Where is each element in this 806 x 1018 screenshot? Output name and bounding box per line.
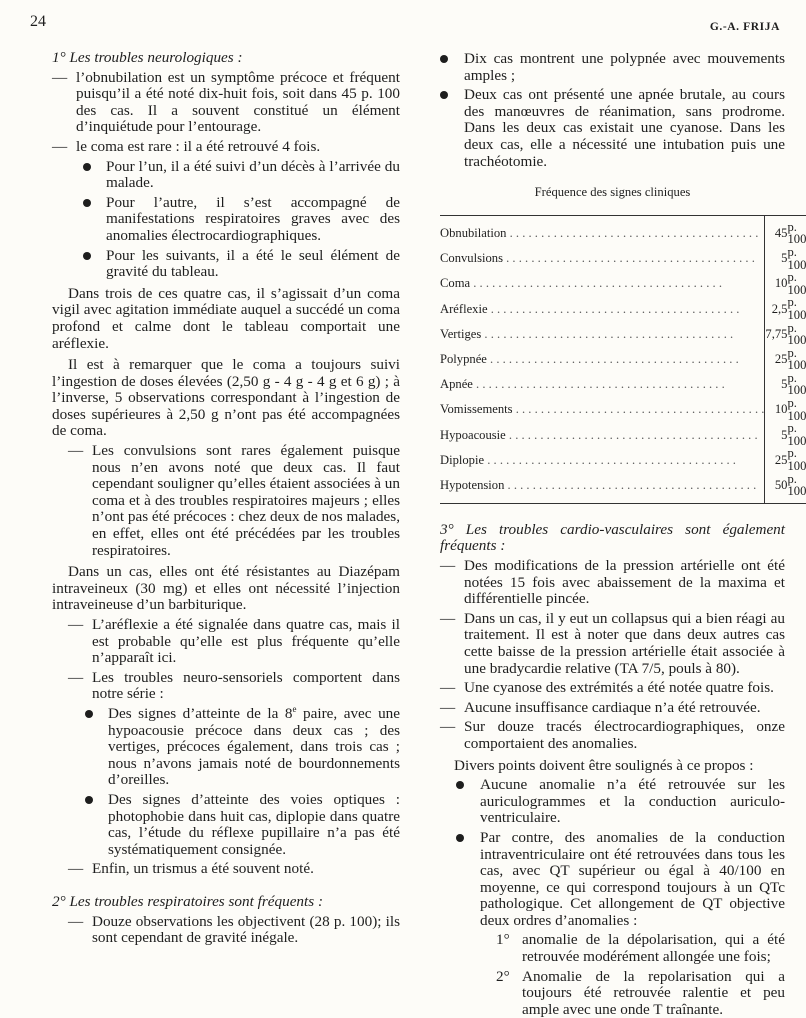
dot-leader: . . . . . . . . . . . . . . . . . . . . . . . . . . . . . . . . . . . . . . . . bbox=[512, 402, 765, 417]
dash-item bbox=[68, 914, 400, 947]
left-column bbox=[52, 50, 400, 947]
paragraph: Dans un cas, elles ont été résistantes au Diazépam intraveineux (30 mg) et elles ont nécessité l’injection intraveineuse d’un barbiturique. bbox=[52, 563, 400, 614]
ordinal-item bbox=[496, 932, 785, 965]
sign-label: Obnubilation bbox=[440, 226, 507, 241]
unit-cell: p. 100 bbox=[787, 270, 806, 297]
table-caption: Fréquence des signes cliniques bbox=[534, 185, 691, 200]
dash-text: Une cyanose des extrémités a été notée quatre fois. bbox=[464, 679, 774, 697]
bullet-item bbox=[440, 87, 785, 170]
value-cell: 25 bbox=[774, 452, 788, 467]
bullet-text: Dix cas montrent une polypnée avec mouvements amples ; bbox=[464, 50, 785, 84]
table-row bbox=[440, 215, 806, 246]
bullet-text: Pour l’autre, il s’est accompagné de manifestations respiratoires graves avec des anomalies électrocardiographiques. bbox=[106, 193, 400, 244]
right-column bbox=[440, 48, 806, 1018]
sign-label: Convulsions bbox=[440, 251, 503, 266]
sign-label: Vomissements bbox=[440, 402, 513, 417]
dash-item bbox=[52, 139, 400, 156]
sign-cell bbox=[440, 473, 765, 504]
dot-leader: . . . . . . . . . . . . . . . . . . . . . . . . . . . . . . . . . . . . . . . . bbox=[506, 226, 759, 241]
unit-cell: p. 100 bbox=[787, 421, 806, 448]
unit-cell: p. 100 bbox=[787, 446, 806, 474]
table-row bbox=[440, 422, 806, 447]
value-cell: 45 bbox=[774, 226, 788, 241]
em-dash: — bbox=[440, 679, 456, 697]
unit-cell: p. 100 bbox=[787, 396, 806, 423]
dash-text: Aucune insuffisance cardiaque n’a été retrouvée. bbox=[464, 698, 761, 716]
em-dash: — bbox=[440, 557, 456, 574]
sign-label: Apnée bbox=[440, 377, 473, 392]
bullet-item bbox=[440, 51, 785, 84]
sign-cell bbox=[440, 422, 765, 447]
table-row bbox=[440, 296, 806, 321]
unit-cell: p. 100 bbox=[787, 320, 806, 348]
bullet-text: Par contre, des anomalies de la conduction intraventriculaire ont été retrouvées dans tous les cas, avec QT supérieur ou égal à 40/100 en moyenne, ce qui correspond toujours à un QTc pathologique. Cet allongement de QT objective deux ordres d’anomalies : bbox=[480, 828, 785, 929]
bullet-item bbox=[82, 159, 400, 192]
dash-item bbox=[440, 611, 785, 677]
table-row bbox=[440, 397, 806, 422]
value-cell: 5 bbox=[781, 377, 788, 392]
table-row bbox=[440, 372, 806, 397]
bullet-item bbox=[456, 830, 785, 930]
dash-text: Dans un cas, il y eut un collapsus qui a bien réagi au traitement. Il est à noter que dans deux autres cas cette baisse de la pression artérielle était associée à une bradycardie relative (TA 7/5, pouls à 80). bbox=[464, 609, 785, 677]
table-row bbox=[440, 271, 806, 296]
dash-item bbox=[440, 700, 785, 717]
sign-label: Diplopie bbox=[440, 452, 485, 467]
sign-cell bbox=[440, 372, 765, 397]
em-dash: — bbox=[68, 668, 84, 686]
dash-text: Les troubles neuro-sensoriels comportent dans notre série : bbox=[92, 668, 400, 703]
unit-cell: p. 100 bbox=[787, 244, 806, 272]
bullet-dot-icon bbox=[440, 91, 448, 99]
em-dash: — bbox=[440, 718, 456, 736]
dot-leader: . . . . . . . . . . . . . . . . . . . . . . . . . . . . . . . . . . . . . . . . bbox=[504, 477, 757, 492]
dot-leader: . . . . . . . . . . . . . . . . . . . . . . . . . . . . . . . . . . . . . . . . bbox=[505, 427, 758, 442]
ordinal-number: 2° bbox=[496, 967, 510, 985]
value-cell: 5 bbox=[781, 251, 788, 266]
ordinal-text: Anomalie de la repolarisation qui a toujours été retrouvée ralentie et peu ample avec une onde T traînante. bbox=[522, 967, 785, 1018]
bullet-text bbox=[108, 703, 400, 789]
paragraph: Divers points doivent être soulignés à ce propos : bbox=[454, 756, 754, 774]
value-cell: 2,5 bbox=[771, 301, 788, 316]
sign-cell bbox=[440, 347, 765, 372]
sign-label: Vertiges bbox=[440, 326, 482, 341]
value-cell: 5 bbox=[781, 427, 788, 442]
sign-cell bbox=[440, 296, 765, 321]
dash-text: l’obnubilation est un symptôme précoce et fréquent puisqu’il a été noté dix-huit fois, soit dans 45 p. 100 des cas. Il a souvent constitué un élément d’inquiétude pour l’entourage. bbox=[76, 68, 400, 136]
bullet-dot-icon bbox=[456, 834, 464, 842]
bullet-text: Aucune anomalie n’a été retrouvée sur les auriculogrammes et la conduction auriculo-ventriculaire. bbox=[480, 776, 785, 827]
unit-cell: p. 100 bbox=[787, 345, 806, 373]
section-3-heading: 3° Les troubles cardio-vasculaires sont également fréquents : bbox=[440, 520, 785, 555]
table-row bbox=[440, 246, 806, 271]
em-dash: — bbox=[68, 442, 84, 460]
value-cell: 7,75 bbox=[765, 326, 788, 341]
em-dash: — bbox=[440, 698, 456, 716]
ordinal-text: anomalie de la dépolarisation, qui a été retrouvée modérément allongée une fois; bbox=[522, 931, 785, 966]
bullet-item bbox=[456, 777, 785, 827]
dot-leader: . . . . . . . . . . . . . . . . . . . . . . . . . . . . . . . . . . . . . . . . bbox=[486, 351, 739, 366]
value-cell: 10 bbox=[774, 276, 788, 291]
dash-text: Sur douze tracés électrocardiographiques, onze comportaient des anomalies. bbox=[464, 718, 785, 752]
bullet-dot-icon bbox=[85, 710, 93, 718]
frequency-table-body bbox=[440, 215, 806, 503]
em-dash: — bbox=[68, 860, 84, 878]
dash-item bbox=[440, 558, 785, 608]
dash-text: Des modifications de la pression artérielle ont été notées 15 fois avec abaissement de la maxima et différentielle pincée. bbox=[464, 557, 785, 608]
paragraph: Dans trois de ces quatre cas, il s’agissait d’un coma vigil avec agitation immédiate auquel a succédé un coma profond et calme dont le tableau comportait une aréflexie. bbox=[52, 284, 400, 352]
dash-text: L’aréflexie a été signalée dans quatre cas, mais il est probable qu’elle est plus fréquente qu’elle n’apparaît ici. bbox=[92, 616, 400, 667]
sign-cell bbox=[440, 246, 765, 271]
sign-cell bbox=[440, 447, 765, 472]
dash-text: Enfin, un trismus a été souvent noté. bbox=[92, 860, 314, 878]
dot-leader: . . . . . . . . . . . . . . . . . . . . . . . . . . . . . . . . . . . . . . . . bbox=[502, 251, 755, 266]
dash-item bbox=[440, 680, 785, 697]
dash-item bbox=[68, 670, 400, 703]
dot-leader: . . . . . . . . . . . . . . . . . . . . . . . . . . . . . . . . . . . . . . . . bbox=[470, 276, 722, 291]
bullet-item bbox=[82, 248, 400, 281]
bullet-text: Pour les suivants, il a été le seul élément de gravité du tableau. bbox=[106, 246, 400, 281]
unit-cell: p. 100 bbox=[787, 471, 806, 499]
section-1-heading: 1° Les troubles neurologiques : bbox=[52, 49, 243, 66]
ordinal-item bbox=[496, 969, 785, 1018]
sign-cell bbox=[440, 271, 765, 296]
em-dash: — bbox=[440, 609, 456, 627]
sign-label: Coma bbox=[440, 276, 471, 291]
unit-cell: p. 100 bbox=[787, 219, 806, 247]
sign-label: Aréflexie bbox=[440, 301, 488, 316]
text-fragment: paire, avec une hypoacousie précoce dans deux cas ; des vertiges, précoces également, dans trois cas ; nous n’avons jamais noté de bourdonnements d’oreilles. bbox=[108, 704, 400, 789]
em-dash: — bbox=[52, 137, 68, 155]
em-dash: — bbox=[68, 912, 84, 930]
sign-label: Hypoacousie bbox=[440, 427, 506, 442]
frequency-table bbox=[440, 215, 806, 504]
em-dash: — bbox=[68, 616, 84, 633]
unit-cell: p. 100 bbox=[787, 370, 806, 398]
unit-cell: p. 100 bbox=[787, 295, 806, 322]
dash-text: le coma est rare : il a été retrouvé 4 fois. bbox=[76, 137, 321, 155]
bullet-dot-icon bbox=[83, 252, 91, 260]
sign-cell bbox=[440, 215, 765, 246]
ordinal-number: 1° bbox=[496, 931, 510, 949]
bullet-dot-icon bbox=[456, 781, 464, 789]
superscript: e bbox=[292, 703, 297, 714]
bullet-item bbox=[82, 195, 400, 245]
dash-item bbox=[440, 719, 785, 752]
dot-leader: . . . . . . . . . . . . . . . . . . . . . . . . . . . . . . . . . . . . . . . . bbox=[484, 452, 736, 467]
text-fragment: Des signes d’atteinte de la 8 bbox=[108, 704, 293, 722]
bullet-text: Pour l’un, il a été suivi d’un décès à l’arrivée du malade. bbox=[106, 157, 400, 192]
bullet-text: Des signes d’atteinte des voies optiques : photophobie dans huit cas, diplopie dans quatre cas, l’étude du réflexe pupillaire n’a pas été systématiquement consignée. bbox=[108, 790, 400, 858]
dash-item bbox=[52, 70, 400, 136]
section-2-heading: 2° Les troubles respiratoires sont fréquents : bbox=[52, 892, 324, 910]
dot-leader: . . . . . . . . . . . . . . . . . . . . . . . . . . . . . . . . . . . . . . . . bbox=[481, 326, 734, 341]
sign-cell bbox=[440, 397, 765, 422]
bullet-dot-icon bbox=[83, 163, 91, 171]
bullet-item bbox=[84, 792, 400, 858]
dash-item bbox=[68, 617, 400, 667]
value-cell: 25 bbox=[774, 351, 788, 366]
value-cell: 50 bbox=[774, 477, 788, 492]
bullet-dot-icon bbox=[83, 199, 91, 207]
dash-item bbox=[68, 443, 400, 559]
table-row bbox=[440, 473, 806, 504]
table-row bbox=[440, 322, 806, 347]
bullet-dot-icon bbox=[440, 55, 448, 63]
bullet-text: Deux cas ont présenté une apnée brutale, au cours des manœuvres de réanimation, sans prodrome. Dans les deux cas existait une cyanose. Dans les deux cas, elle a nécessité une intubation puis une trachéotomie. bbox=[464, 86, 785, 170]
dot-leader: . . . . . . . . . . . . . . . . . . . . . . . . . . . . . . . . . . . . . . . . bbox=[487, 301, 740, 316]
bullet-item bbox=[84, 703, 400, 789]
em-dash: — bbox=[52, 68, 68, 86]
sign-cell bbox=[440, 322, 765, 347]
bullet-dot-icon bbox=[85, 796, 93, 804]
page-number: 24 bbox=[30, 13, 46, 30]
table-row bbox=[440, 347, 806, 372]
sign-label: Polypnée bbox=[440, 351, 487, 366]
dot-leader: . . . . . . . . . . . . . . . . . . . . . . . . . . . . . . . . . . . . . . . . bbox=[472, 377, 725, 392]
running-head: G.-A. FRIJA bbox=[709, 21, 780, 33]
sign-label: Hypotension bbox=[440, 477, 505, 492]
dash-text: Les convulsions sont rares également puisque nous n’en avons noté que deux cas. Il faut cependant souligner qu’elles étaient associées à un coma et à des troubles respiratoires majeurs ; elles n’ont pas été précoces : chez deux de nos malades, en effet, elles ont été précédées par les troubles respiratoires. bbox=[92, 442, 400, 559]
value-cell: 10 bbox=[774, 402, 788, 417]
dash-item bbox=[68, 861, 400, 878]
paragraph: Il est à remarquer que le coma a toujours suivi l’ingestion de doses élevées (2,50 g - 4 g - 4 g et 6 g) ; à l’inverse, 5 observations correspondant à l’ingestion de doses supérieures à 2,50 g n’ont pas été accompagnées de coma. bbox=[52, 356, 400, 440]
table-row bbox=[440, 447, 806, 472]
dash-text: Douze observations les objectivent (28 p. 100); ils sont cependant de gravité inégale. bbox=[92, 912, 400, 947]
